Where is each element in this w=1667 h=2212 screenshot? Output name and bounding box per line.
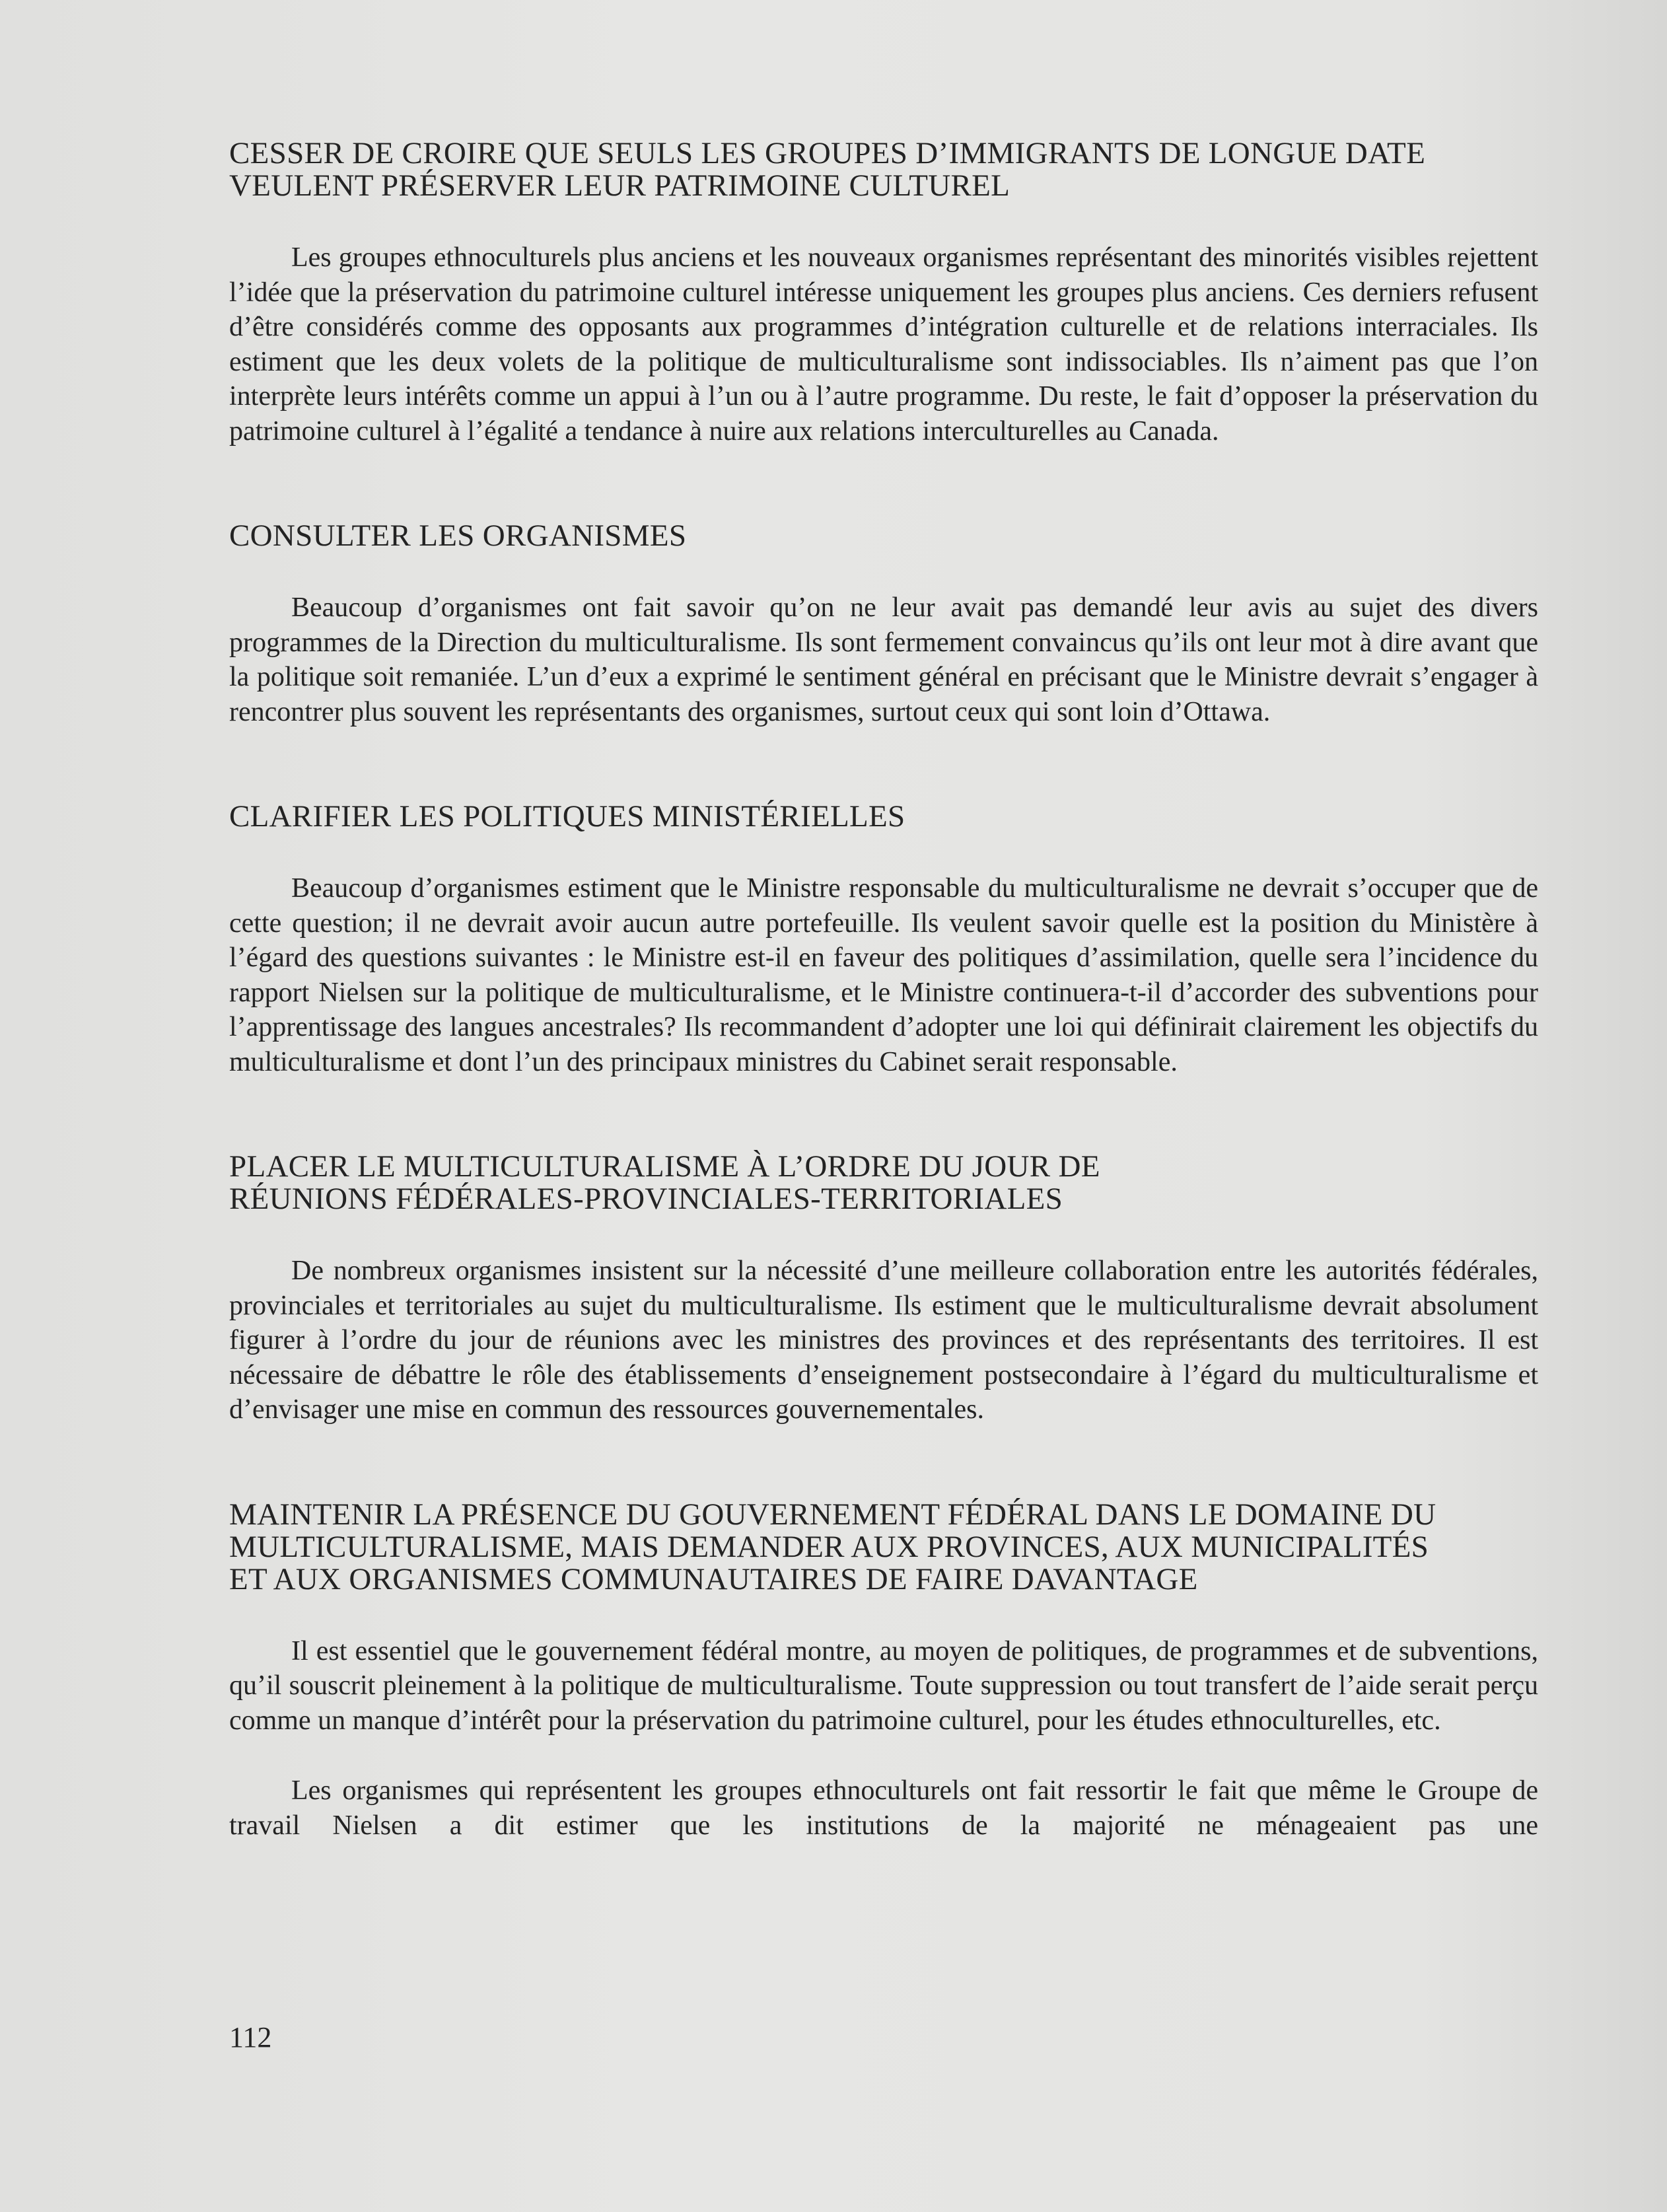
paragraph: Il est essentiel que le gouvernement fédéral montre, au moyen de politiques, de programmes et de subventions, qu’il souscrit pleinement à la politique de multiculturalisme. Toute suppression ou tout transfert de l’aide serait perçu comme un manque d’intérêt pour la préservation du patrimoine culturel, pour les études ethnoculturelles, etc. [229,1635,1538,1736]
section-heading: PLACER LE MULTICULTURALISME À L’ORDRE DU JOUR DE RÉUNIONS FÉDÉRALES-PROVINCIALES-TERRITORIALES [229,1149,1100,1216]
page-content [229,137,1538,1843]
section-maintenir [229,1499,1538,1843]
section-patrimoine [229,137,1538,448]
section-heading: CONSULTER LES ORGANISMES [229,518,687,553]
paragraph: De nombreux organismes insistent sur la nécessité d’une meilleure collaboration entre les autorités fédérales, provinciales et territoriales au sujet du multiculturalisme. Ils estiment que le multiculturalisme devrait absolument figurer à l’ordre du jour de réunions avec les ministres des provinces et des représentants des territoires. Il est nécessaire de débattre le rôle des établissements d’enseignement postsecondaire à l’égard du multiculturalisme et d’envisager une mise en commun des ressources gouvernementales. [229,1256,1538,1425]
paragraph: Beaucoup d’organismes ont fait savoir qu’on ne leur avait pas demandé leur avis au sujet des divers programmes de la Direction du multiculturalisme. Ils sont fermement convaincus qu’ils ont leur mot à dire avant que la politique soit remaniée. L’un d’eux a exprimé le sentiment général en précisant que le Ministre devrait s’engager à rencontrer plus souvent les représentants des organismes, surtout ceux qui sont loin d’Ottawa. [229,592,1538,727]
section-clarifier [229,801,1538,1079]
section-heading: MAINTENIR LA PRÉSENCE DU GOUVERNEMENT FÉDÉRAL DANS LE DOMAINE DU MULTICULTURALISME, MAIS DEMANDER AUX PROVINCES, AUX MUNICIPALITÉS ET AUX ORGANISMES COMMUNAUTAIRES DE FAIRE DAVANTAGE [229,1497,1436,1596]
paragraph: Beaucoup d’organismes estiment que le Ministre responsable du multiculturalisme ne devrait s’occuper que de cette question; il ne devrait avoir aucun autre portefeuille. Ils veulent savoir quelle est la position du Ministère à l’égard des questions suivantes : le Ministre est-il en faveur des politiques d’assimilation, quelle sera l’incidence du rapport Nielsen sur la politique de multiculturalisme, et le Ministre continuera-t-il d’accorder des subventions pour l’apprentissage des langues ancestrales? Ils recommandent d’adopter une loi qui définirait clairement les objectifs du multiculturalisme et dont l’un des principaux ministres du Cabinet serait responsable. [229,873,1538,1077]
section-placer [229,1151,1538,1427]
section-heading: CLARIFIER LES POLITIQUES MINISTÉRIELLES [229,799,905,834]
section-heading: CESSER DE CROIRE QUE SEULS LES GROUPES D’IMMIGRANTS DE LONGUE DATE VEULENT PRÉSERVER LEUR PATRIMOINE CULTUREL [229,136,1426,203]
section-consulter [229,520,1538,729]
paragraph: Les groupes ethnoculturels plus anciens et les nouveaux organismes représentant des minorités visibles rejettent l’idée que la préservation du patrimoine culturel intéresse uniquement les groupes plus anciens. Ces derniers refusent d’être considérés comme des opposants aux programmes d’intégration culturelle et de relations interraciales. Ils estiment que les deux volets de la politique de multiculturalisme sont indissociables. Ils n’aiment pas que l’on interprète leurs intérêts comme un appui à l’un ou à l’autre programme. Du reste, le fait d’opposer la préservation du patrimoine culturel à l’égalité a tendance à nuire aux relations interculturelles au Canada. [229,242,1538,446]
paragraph: Les organismes qui représentent les groupes ethnoculturels ont fait ressortir le fait que même le Groupe de travail Nielsen a dit estimer que les institutions de la majorité ne ménageaient pas une [229,1775,1538,1841]
page-number: 112 [229,2021,272,2053]
